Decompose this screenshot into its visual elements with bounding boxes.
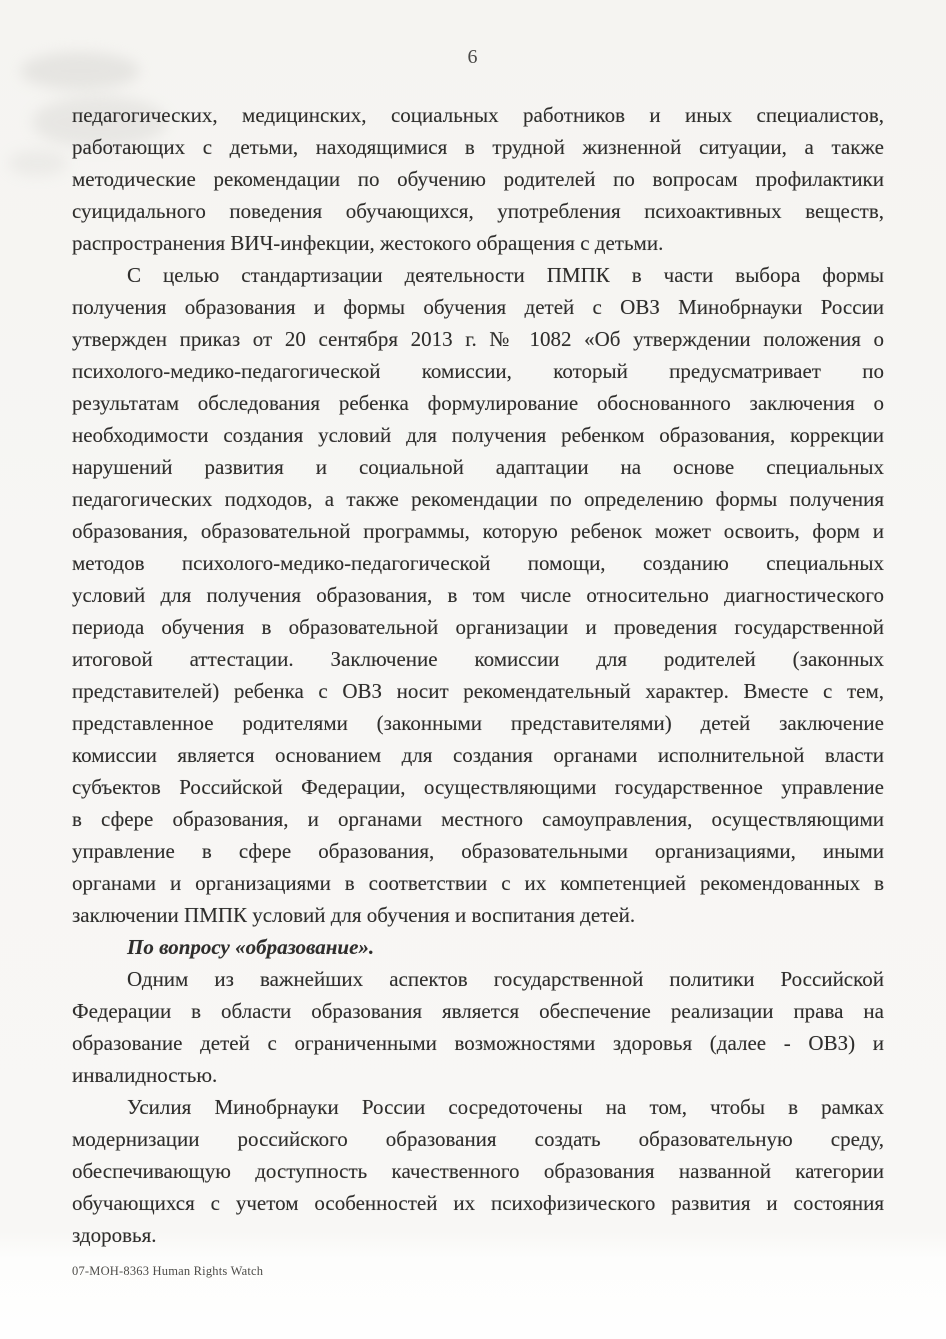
text-line: результатам обследования ребенка формулирование обоснованного заключения о (72, 391, 884, 415)
paragraph (72, 99, 884, 259)
text-line: методические рекомендации по обучению родителей по вопросам профилактики (72, 167, 884, 191)
text-line: распространения ВИЧ-инфекции, жестокого обращения с детьми. (72, 231, 664, 255)
text-line: С целью стандартизации деятельности ПМПК в части выбора формы (127, 263, 884, 287)
page-number: 6 (467, 46, 479, 68)
text-line: утвержден приказ от 20 сентября 2013 г. № 1082 «Об утверждении положения о (72, 327, 884, 351)
text-line: заключении ПМПК условий для обучения и воспитания детей. (72, 903, 636, 927)
text-line: здоровья. (72, 1223, 157, 1247)
text-line: в сфере образования, и органами местного самоуправления, осуществляющими (72, 807, 884, 831)
text-line: инвалидностью. (72, 1063, 218, 1087)
text-line: методов психолого-медико-педагогической помощи, созданию специальных (72, 551, 884, 575)
text-line: модернизации российского образования создать образовательную среду, (72, 1127, 884, 1151)
text-line: получения образования и формы обучения детей с ОВЗ Минобрнауки России (72, 295, 884, 319)
text-line: педагогических подходов, а также рекомендации по определению формы получения (72, 487, 884, 511)
text-line: педагогических, медицинских, социальных работников и иных специалистов, (72, 103, 884, 127)
text-line: работающих с детьми, находящимися в трудной жизненной ситуации, а также (72, 135, 884, 159)
text-line: обеспечивающую доступность качественного образования названной категории (72, 1159, 884, 1183)
text-line: Одним из важнейших аспектов государственной политики Российской (127, 967, 884, 991)
section-heading (72, 931, 884, 963)
text-line: По вопросу «образование». (127, 935, 375, 959)
footer-stamp: 07-MOH-8363 Human Rights Watch (72, 1264, 264, 1278)
text-line: суицидального поведения обучающихся, употребления психоактивных веществ, (72, 199, 884, 223)
text-line: образования, образовательной программы, которую ребенок может освоить, форм и (72, 519, 884, 543)
text-line: необходимости создания условий для получения ребенком образования, коррекции (72, 423, 884, 447)
text-line: комиссии является основанием для создания органами исполнительной власти (72, 743, 884, 767)
text-line: психолого-медико-педагогической комиссии, который предусматривает по (72, 359, 884, 383)
text-line: Усилия Минобрнауки России сосредоточены на том, чтобы в рамках (127, 1095, 884, 1119)
document-body (72, 99, 884, 1251)
text-line: периода обучения в образовательной организации и проведения государственной (72, 615, 884, 639)
text-line: представителей) ребенка с ОВЗ носит рекомендательный характер. Вместе с тем, (72, 679, 884, 703)
text-line: нарушений развития и социальной адаптации на основе специальных (72, 455, 884, 479)
text-line: субъектов Российской Федерации, осуществляющими государственное управление (72, 775, 884, 799)
paragraph (72, 1091, 884, 1251)
text-line: образование детей с ограниченными возможностями здоровья (далее - ОВЗ) и (72, 1031, 884, 1055)
text-line: обучающихся с учетом особенностей их психофизического развития и состояния (72, 1191, 884, 1215)
text-line: управление в сфере образования, образовательными организациями, иными (72, 839, 884, 863)
text-line: условий для получения образования, в том числе относительно диагностического (72, 583, 884, 607)
text-line: представленное родителями (законными представителями) детей заключение (72, 711, 884, 735)
paragraph (72, 963, 884, 1091)
text-line: Федерации в области образования является обеспечение реализации права на (72, 999, 884, 1023)
text-line: итоговой аттестации. Заключение комиссии для родителей (законных (72, 647, 884, 671)
text-line: органами и организациями в соответствии с их компетенцией рекомендованных в (72, 871, 884, 895)
paragraph (72, 259, 884, 931)
scan-smudge-artifact (8, 150, 68, 176)
